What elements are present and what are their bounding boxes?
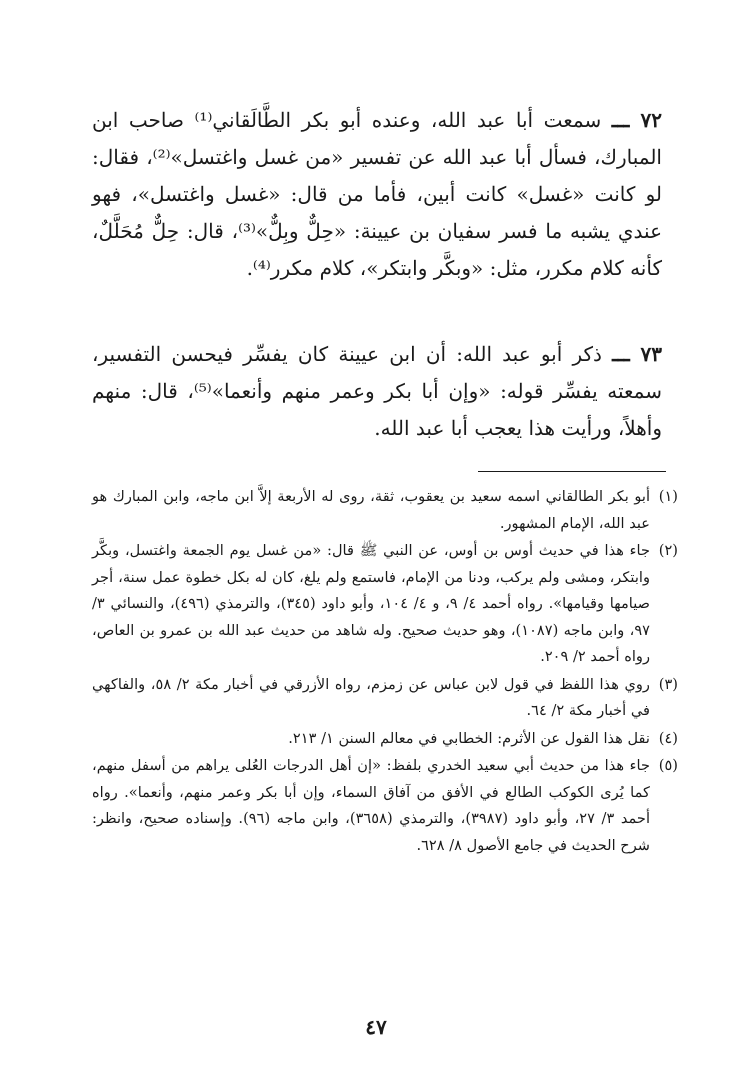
footnote-number: (٣)	[658, 675, 678, 693]
paragraph-73-number: ٧٣ ـــ	[612, 342, 662, 366]
footnote-2	[92, 538, 678, 671]
paragraph-72	[92, 102, 662, 287]
footnote-text: جاء هذا من حديث أبي سعيد الخدري بلفظ: «إن أهل الدرجات العُلى يراهم من أسفل منهم، كما يُرى الكوكب الطالع في الأفق من آفاق السماء، وإن أبا بكر وعمر منهم، وأنعما». رواه أحمد ٣/ ٢٧، وأبو داود (٣٩٨٧)، والترمذي (٣٦٥٨)، وابن ماجه (٩٦). وإسناده صحيح، وانظر: شرح الحديث في جامع الأصول ٨/ ٦٢٨.	[92, 757, 651, 854]
footnote-5	[92, 753, 678, 859]
paragraph-73	[92, 336, 662, 447]
footnote-text: أبو بكر الطالقاني اسمه سعيد بن يعقوب، ثقة، روى له الأربعة إلاَّ ابن ماجه، وابن المبارك هو عبد الله، الإمام المشهور.	[92, 488, 650, 532]
footnote-number: (٤)	[658, 729, 678, 747]
footnote-text: نقل هذا القول عن الأثرم: الخطابي في معالم السنن ١/ ٢١٣.	[288, 729, 650, 747]
footnote-separator	[478, 471, 666, 472]
paragraph-72-number: ٧٢ ـــ	[611, 108, 662, 132]
footnote-text: جاء هذا في حديث أوس بن أوس، عن النبي ﷺ قال: «من غسل يوم الجمعة واغتسل، وبكَّر وابتكر، ومشى ولم يركب، ودنا من الإمام، فاستمع ولم يلغ، كان له بكل خطوة عمل سنة، أجر صيامها وقيامها». رواه أحمد ٤/ ٩، و ٤/ ١٠٤، وأبو داود (٣٤٥)، والترمذي (٤٩٦)، والنسائي ٣/ ٩٧، وابن ماجه (١٠٨٧)، وهو حديث صحيح. وله شاهد من حديث عبد الله بن عمرو بن العاص، رواه أحمد ٢/ ٢٠٩.	[92, 542, 651, 665]
footnote-number: (٥)	[658, 757, 678, 774]
page-number: ٤٧	[365, 1015, 387, 1039]
footnote-number: (٢)	[658, 542, 678, 559]
footnote-1	[92, 484, 678, 537]
paragraph-73-text: ذكر أبو عبد الله: أن ابن عيينة كان يفسِّر فيحسن التفسير، سمعته يفسِّر قوله: «وإن أبا بكر وعمر منهم وأنعما»⁽⁵⁾، قال: منهم وأهلاً، ورأيت هذا يعجب أبا عبد الله.	[92, 342, 662, 440]
footnote-text: روي هذا اللفظ في قول لابن عباس عن زمزم، رواه الأزرقي في أخبار مكة ٢/ ٥٨، والفاكهي في أخبار مكة ٢/ ٦٤.	[92, 675, 650, 719]
footnote-4	[92, 726, 678, 753]
footnote-number: (١)	[658, 488, 678, 505]
footnote-3	[92, 672, 678, 725]
footnotes-list	[92, 484, 678, 860]
paragraph-72-text: سمعت أبا عبد الله، وعنده أبو بكر الطَّالَقاني⁽¹⁾ صاحب ابن المبارك، فسأل أبا عبد الله عن تفسير «من غسل واغتسل»⁽²⁾، فقال: لو كانت «غسل» كانت أبين، فأما من قال: «غسل واغتسل»، فهو عندي يشبه ما فسر سفيان بن عيينة: «حِلٌّ وبِلٌّ»⁽³⁾، قال: حِلٌّ مُحَلَّلٌ، كأنه كلام مكرر، مثل: «وبكَّر وابتكر»، كلام مكرر⁽⁴⁾.	[92, 108, 663, 280]
